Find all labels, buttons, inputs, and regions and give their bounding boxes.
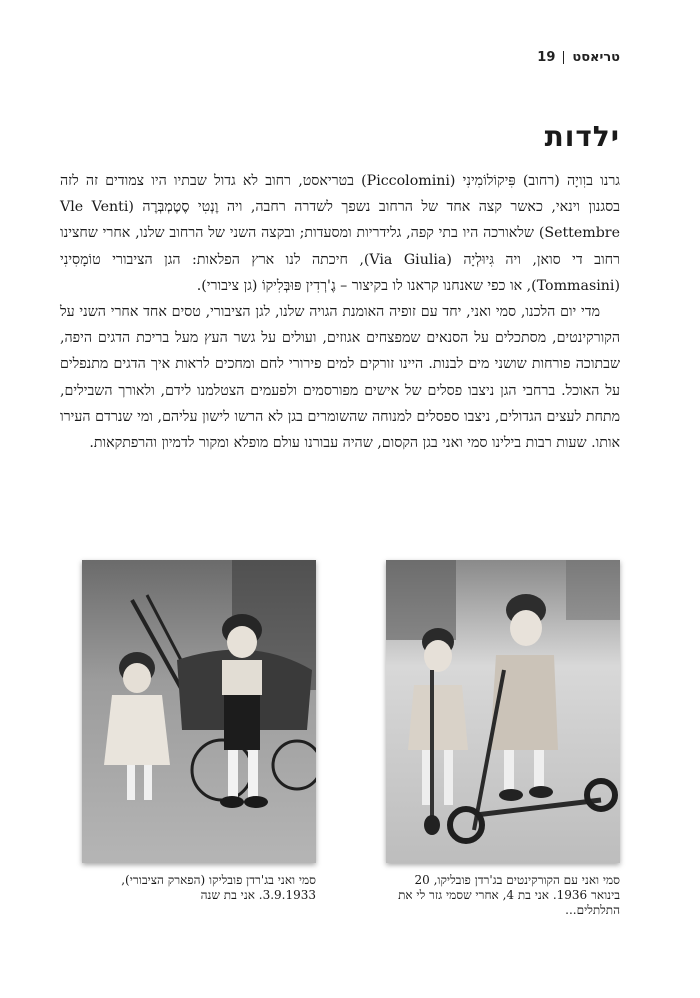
- caption-pram-photo: סמי ואני בג'רדן פובליקו (הפארק הציבורי), 3.9.1933. אני בת שנה: [121, 873, 316, 902]
- photo-children-with-scooters: [386, 560, 620, 863]
- photo-scooters-image: [386, 560, 620, 863]
- photo-pram-image: [82, 560, 316, 863]
- running-header-divider: [563, 51, 564, 64]
- chapter-title: ילדות: [544, 120, 620, 153]
- paragraph-2: מדי יום הלכנו, סמי ואני, יחד עם זופיה האומנת הגויה שלנו, לגן הציבורי, טסים אחד אחרי השני על הקורקינטים, מסתכלים על הסנאים שמפצחים אגוזים, ועולים על גשר העץ מעל בריכת הדגים היפה, שבתוכה פורחות שושני מים לבנות. היינו זורקים למים פירורי לחם ומחכים לראות איך הדגים מתנפלים על האוכל. ברחבי הגן ניצבו פסלים של אישים מפורסמים ולפעמים הצטלמנו לידם, ולאורך השבילים, מתחת לעצים הגדולים, ניצבו ספסלים למנוחה שהשומרים בגן לא הרשו לישון עליהם, ומי שנרדם העירו אותו. שעות רבות בילינו סמי ואני בגן הקסום, שהיה עבורנו עולם מופלא ומקור לדמיון והרפתקאות.: [60, 304, 620, 452]
- body-text: [60, 168, 620, 456]
- photo-children-with-pram: [82, 560, 316, 863]
- running-header-section: טריאסט: [572, 50, 620, 65]
- running-header: [537, 50, 620, 65]
- caption-scooters-photo: סמי ואני עם הקורקינטים בג'רדן פובליקו, 20 בינואר 1936. אני בת 4, אחרי שסמי גזר לי את התלתלים...: [398, 873, 620, 917]
- page-number: 19: [537, 50, 556, 65]
- paragraph-1: גרנו בוִויָה (רחוב) פִּיקוֹלוֹמִינִי (Piccolomini) בטריאסט, רחוב לא גדול שבתיו היו צמודים זה לזה בסגנון וינאי, כאשר קצה אחד של הרחוב נשפך לשדרה רחבה, ויה וֶנְטִי סֶטֶמְבְּרֶה (Vle Venti Settembre) שלאורכה היו בתי קפה, גלידריות ומסעדות; ובקצה השני של הרחוב שלנו, אחרי שחצינו רחוב די סואן, ויה גִּיוּלְיָה (Via Giulia), חיכתה לנו ארץ הפלאות: הגן הציבורי טוֹמָסִינִי (Tommasini), או כפי שאנחנו קראנו לו בקיצור – גֶ'רְדִין פּוּבְּלִיקוֹ (גן ציבורי).: [60, 173, 620, 294]
